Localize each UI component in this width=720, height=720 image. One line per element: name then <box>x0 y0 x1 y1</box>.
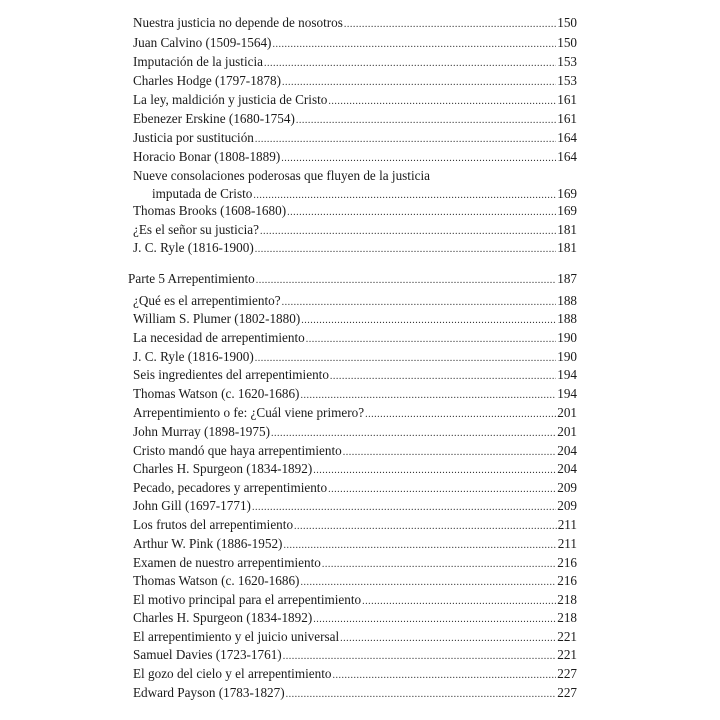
toc-page-number: 164 <box>557 149 577 164</box>
toc-entry-title: Samuel Davies (1723-1761) <box>133 647 282 662</box>
toc-entry-title: El arrepentimiento y el juicio universal <box>133 629 340 644</box>
dot-leader <box>332 667 556 685</box>
toc-entry <box>133 53 577 71</box>
toc-page-number: 169 <box>557 203 577 218</box>
toc-entry-title: Pecado, pecadores y arrepentimiento <box>133 480 328 495</box>
toc-entry <box>133 292 577 310</box>
toc-page-number: 201 <box>557 424 577 439</box>
toc-entry-title: J. C. Ryle (1816-1900) <box>133 349 254 364</box>
toc-entry-title: Ebenezer Erskine (1680-1754) <box>133 111 295 126</box>
toc-entry-title: Thomas Brooks (1608-1680) <box>133 203 287 218</box>
toc-entry-title: John Murray (1898-1975) <box>133 424 270 439</box>
toc-entry-title: La ley, maldición y justicia de Cristo <box>133 92 328 107</box>
toc-page-number: 169 <box>557 186 577 201</box>
toc-entry-title: Thomas Watson (c. 1620-1686) <box>133 573 300 588</box>
toc-entry-title: Arthur W. Pink (1886-1952) <box>133 536 283 551</box>
dot-leader <box>271 425 556 443</box>
toc-entry-title: Nuestra justicia no depende de nosotros <box>133 15 343 30</box>
dot-leader <box>300 574 556 592</box>
toc-entry <box>133 366 577 384</box>
toc-page-number: 164 <box>557 130 577 145</box>
toc-entry <box>133 516 577 534</box>
dot-leader <box>300 387 556 405</box>
dot-leader <box>272 36 556 54</box>
toc-page-number: 221 <box>557 629 577 644</box>
toc-page-number: 181 <box>557 222 577 237</box>
toc-page-number: 190 <box>557 330 577 345</box>
toc-entry <box>133 91 577 109</box>
toc-page-number: 209 <box>557 480 577 495</box>
toc-page-number: 204 <box>557 461 577 476</box>
toc-entry <box>133 646 577 664</box>
toc-entry-title: ¿Qué es el arrepentimiento? <box>133 293 281 308</box>
toc-page-number: 181 <box>557 240 577 255</box>
toc-entry-title: Charles H. Spurgeon (1834-1892) <box>133 461 313 476</box>
dot-leader <box>301 312 556 330</box>
toc-page-number: 218 <box>557 610 577 625</box>
toc-entry-title: Los frutos del arrepentimiento <box>133 517 294 532</box>
toc-entry <box>133 129 577 147</box>
toc-entry-title: ¿Es el señor su justicia? <box>133 222 259 237</box>
dot-leader <box>256 272 557 290</box>
toc-entry-title: Edward Payson (1783-1827) <box>133 685 285 700</box>
toc-page-number: 221 <box>557 647 577 662</box>
toc-page-number: 216 <box>557 573 577 588</box>
dot-leader <box>252 499 556 517</box>
toc-entry <box>133 310 577 328</box>
toc-entry <box>133 572 577 590</box>
toc-page-number: 190 <box>557 349 577 364</box>
dot-leader <box>294 518 557 536</box>
toc-page-number: 211 <box>557 517 577 532</box>
dot-leader <box>255 241 557 259</box>
toc-page-number: 187 <box>557 271 577 286</box>
dot-leader <box>296 112 556 130</box>
dot-leader <box>313 462 556 480</box>
toc-entry <box>133 591 577 609</box>
toc-entry <box>133 72 577 90</box>
toc-page-number: 204 <box>557 443 577 458</box>
toc-entry-title: Parte 5 Arrepentimiento <box>128 271 255 286</box>
toc-entry <box>133 535 577 553</box>
toc-entry <box>133 329 577 347</box>
toc-page-number: 216 <box>557 555 577 570</box>
toc-entry-title: Justicia por sustitución <box>133 130 254 145</box>
dot-leader <box>306 331 556 349</box>
toc-page-number: 209 <box>557 498 577 513</box>
toc-entry <box>133 185 577 203</box>
toc-entry-title: Arrepentimiento o fe: ¿Cuál viene primero? <box>133 405 365 420</box>
toc-entry-title: J. C. Ryle (1816-1900) <box>133 240 254 255</box>
toc-page-number: 153 <box>557 73 577 88</box>
toc-page-number: 218 <box>557 592 577 607</box>
toc-entry-title: Nueve consolaciones poderosas que fluyen de la justicia <box>133 168 430 183</box>
toc-entry <box>133 479 577 497</box>
toc-entry <box>133 14 577 32</box>
toc-entry-title: William S. Plumer (1802-1880) <box>133 311 301 326</box>
dot-leader <box>282 74 556 92</box>
toc-page-number: 194 <box>557 386 577 401</box>
toc-entry-title: Charles H. Spurgeon (1834-1892) <box>133 610 313 625</box>
toc-entry-title: John Gill (1697-1771) <box>133 498 251 513</box>
toc-page-number: 227 <box>557 666 577 681</box>
toc-entry-title: Horacio Bonar (1808-1889) <box>133 149 281 164</box>
toc-page-number: 188 <box>557 311 577 326</box>
toc-entry <box>133 442 577 460</box>
dot-leader <box>283 537 556 555</box>
toc-entry <box>133 628 577 646</box>
toc-entry-title: La necesidad de arrepentimiento <box>133 330 305 345</box>
dot-leader <box>286 686 557 704</box>
toc-page-number: 153 <box>557 54 577 69</box>
dot-leader <box>283 648 557 666</box>
toc-page-number: 194 <box>557 367 577 382</box>
toc-entry-title: Examen de nuestro arrepentimiento <box>133 555 321 570</box>
toc-page-number: 188 <box>557 293 577 308</box>
toc-entry <box>133 202 577 220</box>
toc-page-number: 161 <box>557 92 577 107</box>
dot-leader <box>313 611 556 629</box>
toc-page-number: 211 <box>557 536 577 551</box>
dot-leader <box>365 406 556 424</box>
toc-entry <box>133 404 577 422</box>
toc-entry <box>133 460 577 478</box>
toc-entry-title: Cristo mandó que haya arrepentimiento <box>133 443 342 458</box>
toc-entry <box>133 110 577 128</box>
toc-page-number: 161 <box>557 111 577 126</box>
dot-leader <box>281 150 556 168</box>
toc-entry-title: Juan Calvino (1509-1564) <box>133 35 272 50</box>
dot-leader <box>330 368 556 386</box>
toc-entry-title: Imputación de la justicia <box>133 54 264 69</box>
toc-entry-title: El motivo principal para el arrepentimiento <box>133 592 362 607</box>
toc-page-number: 150 <box>557 15 577 30</box>
toc-entry <box>133 239 577 257</box>
dot-leader <box>328 93 556 111</box>
toc-entry <box>133 348 577 366</box>
toc-entry <box>133 609 577 627</box>
toc-entry <box>133 221 577 239</box>
toc-entry <box>133 684 577 702</box>
toc-entry-title: Charles Hodge (1797-1878) <box>133 73 281 88</box>
toc-entry-title: Thomas Watson (c. 1620-1686) <box>133 386 300 401</box>
toc-entry <box>133 34 577 52</box>
toc-page-number: 150 <box>557 35 577 50</box>
dot-leader <box>287 204 556 222</box>
toc-entry-title: El gozo del cielo y el arrepentimiento <box>133 666 332 681</box>
toc-entry <box>133 385 577 403</box>
dot-leader <box>344 16 556 34</box>
toc-entry <box>133 423 577 441</box>
toc-entry <box>133 554 577 572</box>
toc-page-number: 227 <box>557 685 577 700</box>
toc-entry-title: imputada de Cristo <box>152 186 253 201</box>
toc-entry <box>128 270 577 288</box>
toc-entry <box>133 497 577 515</box>
toc-entry-title: Seis ingredientes del arrepentimiento <box>133 367 329 382</box>
dot-leader <box>264 55 556 73</box>
toc-page-number: 201 <box>557 405 577 420</box>
toc-entry <box>133 665 577 683</box>
dot-leader <box>255 131 556 149</box>
toc-entry <box>133 148 577 166</box>
